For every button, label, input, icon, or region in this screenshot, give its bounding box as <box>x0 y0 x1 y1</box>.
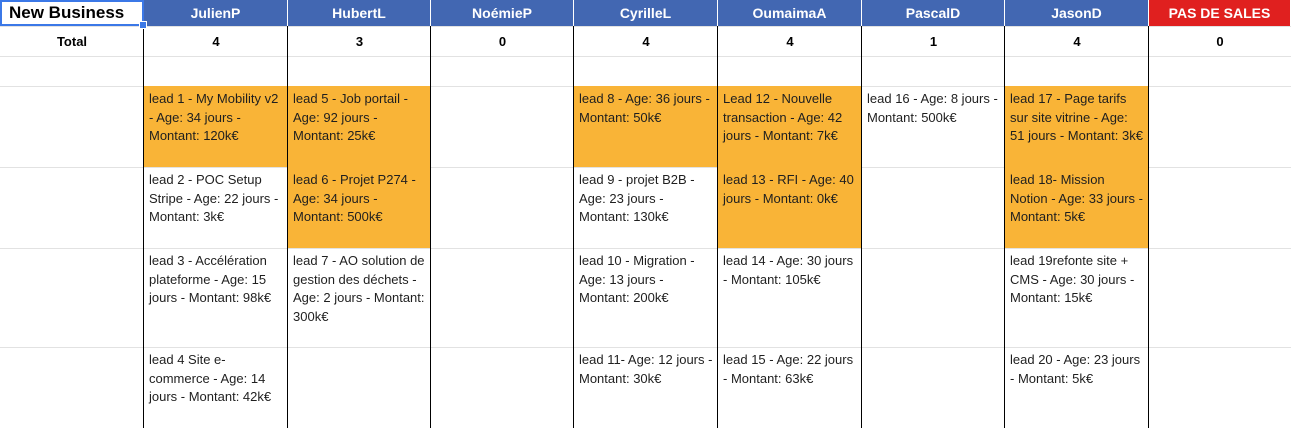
lead-cell[interactable]: lead 19refonte site + CMS - Age: 30 jours - Montant: 15k€ <box>1010 253 1135 305</box>
lead-cell[interactable]: lead 17 - Page tarifs sur site vitrine - Age: 51 jours - Montant: 3k€ <box>1005 86 1149 167</box>
row-gridline <box>0 56 1291 57</box>
lead-cell[interactable]: lead 5 - Job portail - Age: 92 jours - Montant: 25k€ <box>288 86 431 167</box>
lead-cell[interactable]: lead 14 - Age: 30 jours - Montant: 105k€ <box>723 253 854 287</box>
column-header-7[interactable]: JasonD <box>1005 0 1149 26</box>
column-header-5[interactable]: OumaimaA <box>718 0 862 26</box>
column-divider <box>573 26 574 428</box>
lead-cell[interactable]: lead 4 Site e-commerce - Age: 14 jours - Montant: 42k€ <box>149 352 272 404</box>
column-total-2[interactable]: 3 <box>355 33 364 49</box>
column-divider <box>861 26 862 428</box>
lead-cell[interactable]: lead 3 - Accélération plateforme - Age: 15 jours - Montant: 98k€ <box>149 253 272 305</box>
selection-fill-handle[interactable] <box>139 21 147 29</box>
empty-cell[interactable] <box>0 56 144 86</box>
column-divider <box>1004 26 1005 428</box>
column-header-4[interactable]: CyrilleL <box>574 0 718 26</box>
column-header-6[interactable]: PascalD <box>862 0 1005 26</box>
column-header-3[interactable]: NoémieP <box>431 0 574 26</box>
column-total-1[interactable]: 4 <box>212 33 220 49</box>
column-total-4[interactable]: 4 <box>642 33 650 49</box>
lead-cell[interactable]: Lead 12 - Nouvelle transaction - Age: 42 jours - Montant: 7k€ <box>718 86 862 167</box>
column-divider <box>287 26 288 428</box>
column-total-6[interactable]: 1 <box>929 33 938 49</box>
column-header-2[interactable]: HubertL <box>288 0 431 26</box>
lead-cell[interactable]: lead 16 - Age: 8 jours - Montant: 500k€ <box>867 91 998 125</box>
lead-cell[interactable]: lead 8 - Age: 36 jours - Montant: 50k€ <box>574 86 718 167</box>
column-total-7[interactable]: 4 <box>1073 33 1081 49</box>
lead-cell[interactable]: lead 10 - Migration - Age: 13 jours - Montant: 200k€ <box>579 253 695 305</box>
column-header-8[interactable]: PAS DE SALES <box>1149 0 1291 26</box>
lead-cell[interactable]: lead 11- Age: 12 jours - Montant: 30k€ <box>579 352 713 386</box>
lead-cell[interactable]: lead 20 - Age: 23 jours - Montant: 5k€ <box>1010 352 1141 386</box>
column-divider <box>430 26 431 428</box>
sheet-title-cell[interactable]: New Business <box>0 0 144 26</box>
lead-cell[interactable]: lead 6 - Projet P274 - Age: 34 jours - Montant: 500k€ <box>288 167 431 248</box>
lead-cell[interactable]: lead 7 - AO solution de gestion des déchets - Age: 2 jours - Montant: 300k€ <box>293 253 425 324</box>
lead-cell[interactable]: lead 18- Mission Notion - Age: 33 jours - Montant: 5k€ <box>1005 167 1149 248</box>
column-divider <box>143 26 144 428</box>
lead-cell[interactable]: lead 15 - Age: 22 jours - Montant: 63k€ <box>723 352 854 386</box>
column-divider <box>1148 26 1149 428</box>
lead-cell[interactable]: lead 1 - My Mobility v2 - Age: 34 jours - Montant: 120k€ <box>144 86 288 167</box>
total-label: Total <box>56 33 88 49</box>
column-divider <box>717 26 718 428</box>
column-total-3[interactable]: 0 <box>498 33 507 49</box>
column-header-1[interactable]: JulienP <box>144 0 288 26</box>
column-total-5[interactable]: 4 <box>786 33 794 49</box>
lead-cell[interactable]: lead 13 - RFI - Age: 40 jours - Montant: 0k€ <box>718 167 862 248</box>
column-total-8[interactable]: 0 <box>1216 33 1224 49</box>
lead-cell[interactable]: lead 9 - projet B2B - Age: 23 jours - Montant: 130k€ <box>579 172 695 224</box>
lead-cell[interactable]: lead 2 - POC Setup Stripe - Age: 22 jours - Montant: 3k€ <box>149 172 279 224</box>
